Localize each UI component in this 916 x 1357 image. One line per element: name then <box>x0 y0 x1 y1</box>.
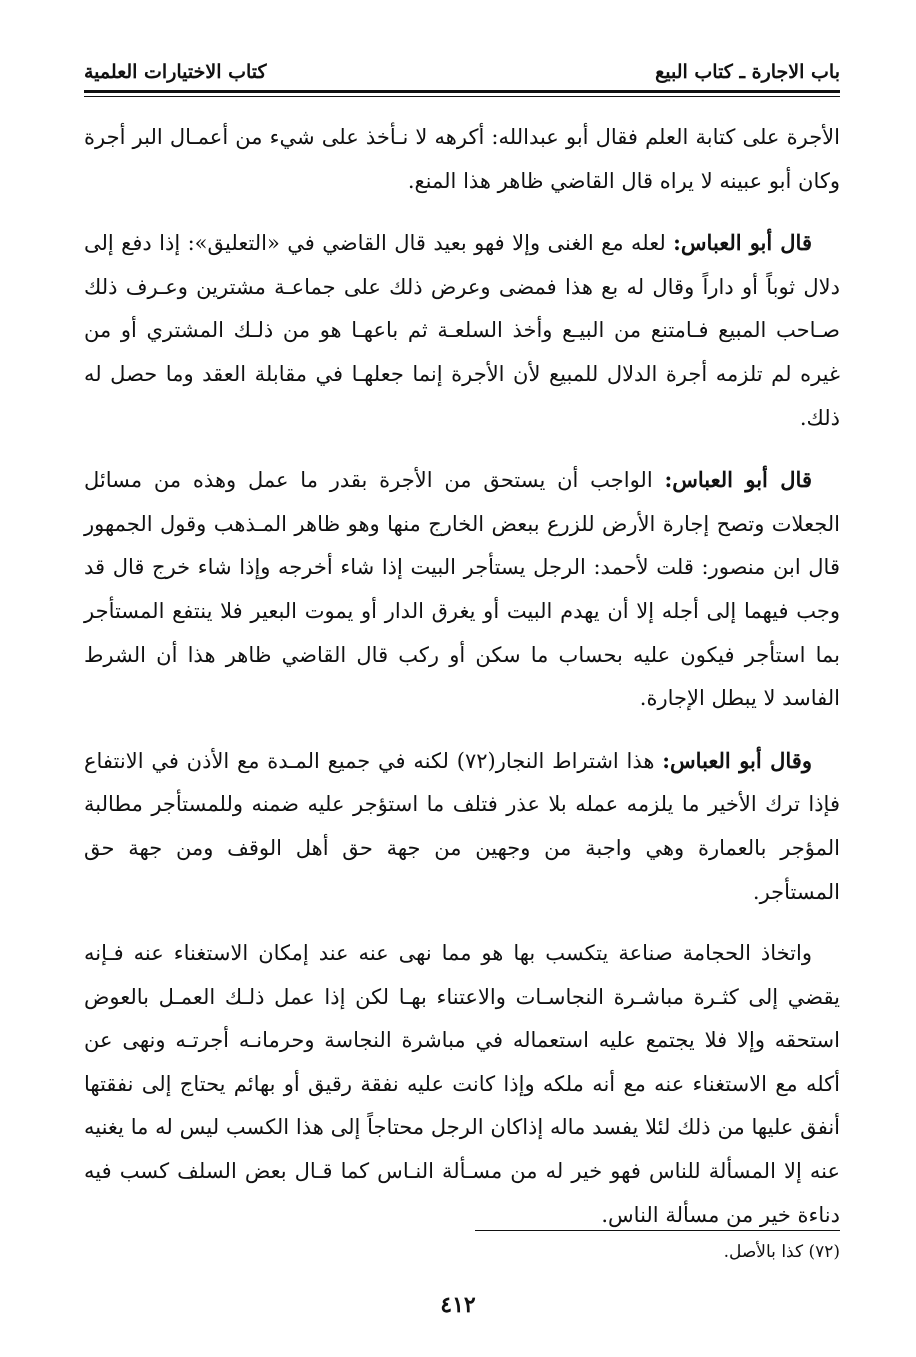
main-text <box>84 116 840 1255</box>
paragraph-5-text: واتخاذ الحجامة صناعة يتكسب بها هو مما نهى عنه عند إمكان الاستغناء عنه فـإنه يقضي إلى كثـرة مباشـرة النجاسـات والاعتناء بهـا لكن إذا عمل ذلـك العمـل بالعوض استحقه وإلا فلا يجتمع عليه استعماله في مباشرة النجاسة وحرمانـه أجرتـه ونهى عن أكله مع الاستغناء عنه مع أنه ملكه وإذا كانت عليه نفقة رقيق أو بهائم يحتاج إلى نفقتها أنفق عليها من ذلك لئلا يفسد ماله إذاكان الرجل محتاجاً إلى هذا الكسب ليس له ما يغنيه عنه إلا المسألة للناس فهو خير له من مسـألة النـاس كما قـال بعض السلف كسب فيه دناءة خير من مسألة الناس. <box>84 941 840 1227</box>
paragraph-4 <box>84 739 840 914</box>
running-header <box>84 52 840 92</box>
paragraph-3-speaker: قال أبو العباس: <box>664 467 812 493</box>
header-book-title: كتاب الاختيارات العلمية <box>84 61 267 83</box>
page-number: ٤١٢ <box>440 1292 476 1318</box>
paragraph-4-text: هذا اشتراط النجار(٧٢) لكنه في جميع المـدة مع الأذن في الانتفاع فإذا ترك الأخير ما يلزمه عمله بلا عذر فتلف ما استؤجر عليه ضمنه وللمستأجر مطالبة المؤجر بالعمارة وهي واجبة من وجهين من جهة حق أهل الوقف ومن جهة حق المستأجر. <box>84 748 840 904</box>
header-rule-thin <box>84 96 840 97</box>
paragraph-4-speaker: وقال أبو العباس: <box>662 747 812 773</box>
footnote: (٧٢) كذا بالأصل. <box>723 1242 840 1262</box>
paragraph-2-text: لعله مع الغنى وإلا فهو بعيد قال القاضي في «التعليق»: إذا دفع إلى دلال ثوباً أو داراً وقال له بع هذا فمضى وعرض ذلك على جماعـة مشترين وعـرف ذلك صـاحب المبيع فـامتنع من البيـع وأخذ السلعـة ثم باعهـا هو من ذلـك المشتري أو من غيره لم تلزمه أجرة الدلال للمبيع لأن الأجرة إنما جعلهـا في مقابلة العقد وما حصل له ذلك. <box>84 231 840 430</box>
paragraph-5 <box>84 932 840 1237</box>
header-rule-thick <box>84 90 840 93</box>
paragraph-1 <box>84 116 840 203</box>
paragraph-1-text: الأجرة على كتابة العلم فقال أبو عبدالله: أكرهه لا نـأخذ على شيء من أعمـال البر أجرة وكان أبو عبينه لا يراه قال القاضي ظاهر هذا المنع. <box>84 125 840 193</box>
paragraph-3 <box>84 458 840 721</box>
paragraph-2-speaker: قال أبو العباس: <box>673 230 812 256</box>
paragraph-2 <box>84 221 840 440</box>
header-chapter: باب الاجارة ـ كتاب البيع <box>655 61 840 83</box>
footnote-rule <box>475 1230 840 1231</box>
paragraph-3-text: الواجب أن يستحق من الأجرة بقدر ما عمل وهذه من مسائل الجعلات وتصح إجارة الأرض للزرع ببعض الخارج منها وهو ظاهر المـذهب وقول الجمهور قال ابن منصور: قلت لأحمد: الرجل يستأجر البيت إذا شاء أخرجه وإذا شاء خرج قال قد وجب فيهما إلى أجله إلا أن يهدم البيت أو يغرق الدار أو يموت البعير فلا ينتفع المستأجر بما استأجر فيكون عليه بحساب ما سكن أو ركب قال القاضي ظاهر هذا أن الشرط الفاسد لا يبطل الإجارة. <box>84 468 840 711</box>
